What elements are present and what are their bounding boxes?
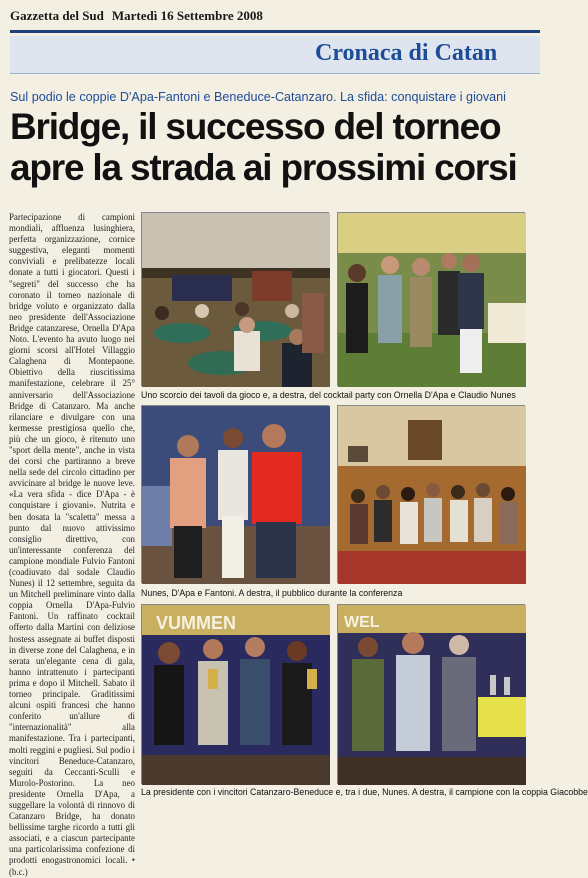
photo-president-with-winners xyxy=(141,604,329,784)
masthead-rule xyxy=(10,30,540,33)
headline-line-2: apre la strada ai prossimi corsi xyxy=(10,147,517,188)
issue-date: Martedì 16 Settembre 2008 xyxy=(111,8,263,23)
photo-banner-text-right: WEL xyxy=(344,614,380,631)
photo-conference-audience xyxy=(337,405,525,583)
photo-champion-with-couple xyxy=(337,604,525,784)
caption-row-1: Uno scorcio dei tavoli da gioco e, a destra, del cocktail party con Ornella D'Apa e Claudio Nunes xyxy=(141,390,516,400)
photo-nunes-dapa-fantoni xyxy=(141,405,329,583)
caption-row-3: La presidente con i vincitori Catanzaro-Beneduce e, tra i due, Nunes. A destra, il campione con la coppia Giacobbe xyxy=(141,787,588,797)
article-body xyxy=(9,212,135,877)
section-title: Cronaca di Catan xyxy=(315,40,498,66)
masthead xyxy=(10,8,540,32)
photo-cocktail-party xyxy=(337,212,525,386)
section-band xyxy=(10,36,540,74)
article-body-text: Partecipazione di campioni mondiali, affluenza lusinghiera, perfetta organizzazione, cornice suggestiva, eleganti momenti conviviali e prelibatezze locali donate a tutti i giocatori. Questi i "segreti" del successo che ha coronato il torneo nazionale di bridge voluto e organizzato dalla neo presidente dell'Associazione Bridge catanzarese, Ornella D'Apa Noto. L'evento ha avuto luogo nei giorni scorsi all'Hotel Villaggio Calaghena di Montepaone. Obiettivo della riuscitissima manifestazione, celebrare il 25° anniversario dell'Associazione Bridge di Catanzaro. Ma anche rilanciare e divulgare con una kermesse prestigiosa quello che, più che un gioco, è ritenuto uno "sport della mente", anche in vista dei corsi che partiranno a breve nella sede del circolo cittadino per avvicinare al bridge le nuove leve. «La vera sfida - dice D'Apa - è conquistare i giovani». Nutrita e ben dosata la "scaletta" messa a punto dal nuovo attivissimo consiglio direttivo, con un'interessante conferenza del campione mondiale Fulvio Fantoni (coadiuvato dal sodale Claudio Nunes) il 12 settembre, seguita da un Mitchell preliminare vinto dalla coppia Ornella D'Apa-Fulvio Fantoni. Un raffinato cocktail offerto dalla Martini con deliziose hostess assegnate ai buffet disposti in diverse zone del Calaghena, e in serata un'elegante cena di gala, hanno intrattenuto i partecipanti prima e dopo il Mitchell. Sabato il torneo principale. Graditissimi alcuni ospiti francesi che hanno conferito un'allure di "internazionalità" alla manifestazione. Tra i partecipanti, molti reggini e pugliesi. Sul podio i vincitori Beneduce-Catanzaro, seguiti da Ceccanti-Sculli e Murolo-Postorino. La neo presidente Ornella D'Apa, a suggellare la volontà di rinnovo di Catanzaro Bridge, ha donato bellissime targhe ricordo a tutti gli associati, e a ciascun partecipante una particolarissima confezione di prodotti enogastronomici locali. • (b.c.) xyxy=(9,212,135,877)
newspaper-name: Gazzetta del Sud xyxy=(10,8,104,23)
photo-gaming-tables xyxy=(141,212,329,386)
photo-banner-text-left: VUMMEN xyxy=(156,613,236,633)
article-kicker: Sul podio le coppie D'Apa-Fantoni e Beneduce-Catanzaro. La sfida: conquistare i giovani xyxy=(10,90,506,104)
caption-row-2: Nunes, D'Apa e Fantoni. A destra, il pubblico durante la conferenza xyxy=(141,588,403,598)
article-headline xyxy=(10,106,540,188)
headline-line-1: Bridge, il successo del torneo xyxy=(10,106,501,147)
